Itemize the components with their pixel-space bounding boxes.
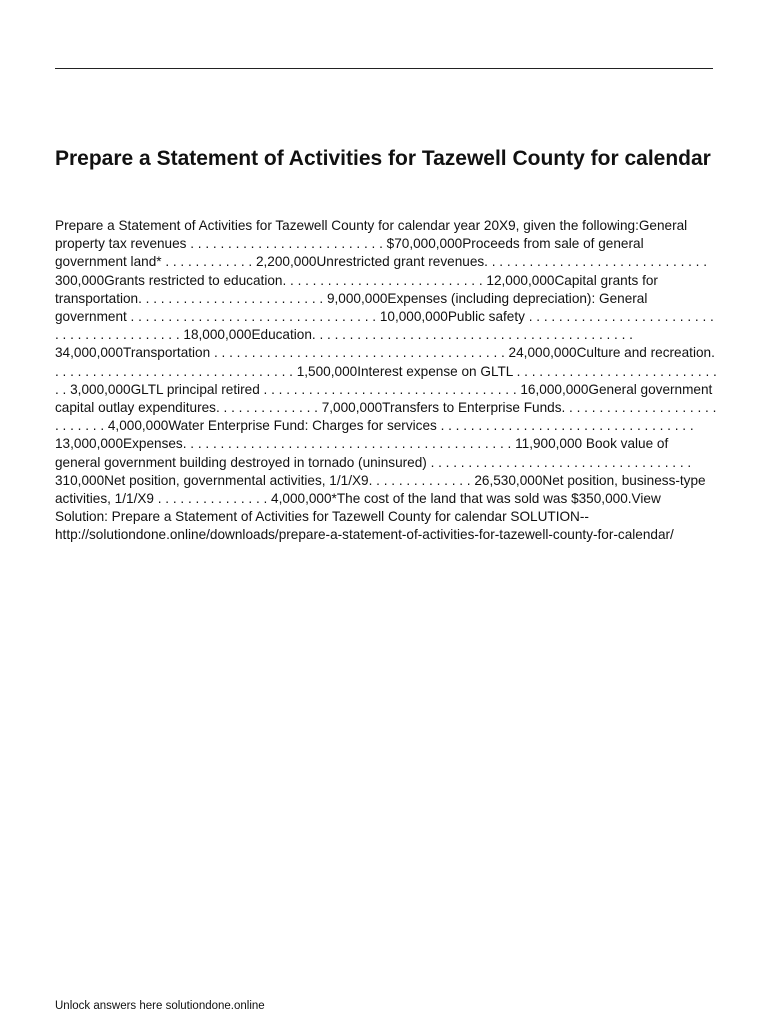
document-title: Prepare a Statement of Activities for Tazewell County for calendar	[55, 147, 711, 170]
top-divider	[55, 68, 713, 69]
footer-text: Unlock answers here solutiondone.online	[55, 1000, 265, 1012]
document-body: Prepare a Statement of Activities for Tazewell County for calendar year 20X9, given the following:General property tax revenues . . . . . . . . . . . . . . . . . . . . . . . . . . $70,000,000Proceeds from sale of general government land* . . . . . . . . . . . . 2,200,000Unrestricted grant revenues. . . . . . . . . . . . . . . . . . . . . . . . . . . . . . 300,000Grants restricted to education. . . . . . . . . . . . . . . . . . . . . . . . . . . 12,000,000Capital grants for transportation. . . . . . . . . . . . . . . . . . . . . . . . . 9,000,000Expenses (including depreciation): General government . . . . . . . . . . . . . . . . . . . . . . . . . . . . . . . . . 10,000,000Public safety . . . . . . . . . . . . . . . . . . . . . . . . . . . . . . . . . . . . . . . . . . 18,000,000Education. . . . . . . . . . . . . . . . . . . . . . . . . . . . . . . . . . . . . . . . . . . 34,000,000Transportation . . . . . . . . . . . . . . . . . . . . . . . . . . . . . . . . . . . . . . . 24,000,000Culture and recreation. . . . . . . . . . . . . . . . . . . . . . . . . . . . . . . . . 1,500,000Interest expense on GLTL . . . . . . . . . . . . . . . . . . . . . . . . . . . . . 3,000,000GLTL principal retired . . . . . . . . . . . . . . . . . . . . . . . . . . . . . . . . . . 16,000,000General government capital outlay expenditures. . . . . . . . . . . . . . 7,000,000Transfers to Enterprise Funds. . . . . . . . . . . . . . . . . . . . . . . . . . . . 4,000,000Water Enterprise Fund: Charges for services . . . . . . . . . . . . . . . . . . . . . . . . . . . . . . . . . . 13,000,000Expenses. . . . . . . . . . . . . . . . . . . . . . . . . . . . . . . . . . . . . . . . . . . . 11,900,000 Book value of general government building destroyed in tornado (uninsured) . . . . . . . . . . . . . . . . . . . . . . . . . . . . . . . . . . . 310,000Net position, governmental activities, 1/1/X9. . . . . . . . . . . . . . 26,530,000Net position, business-type activities, 1/1/X9 . . . . . . . . . . . . . . . 4,000,000*The cost of the land that was sold was $350,000.View Solution: Prepare a Statement of Activities for Tazewell County for calendar SOLUTION-- http://solutiondone.online/downloads/prepare-a-statement-of-activities-for-tazewell-county-for-calendar/	[55, 218, 717, 543]
